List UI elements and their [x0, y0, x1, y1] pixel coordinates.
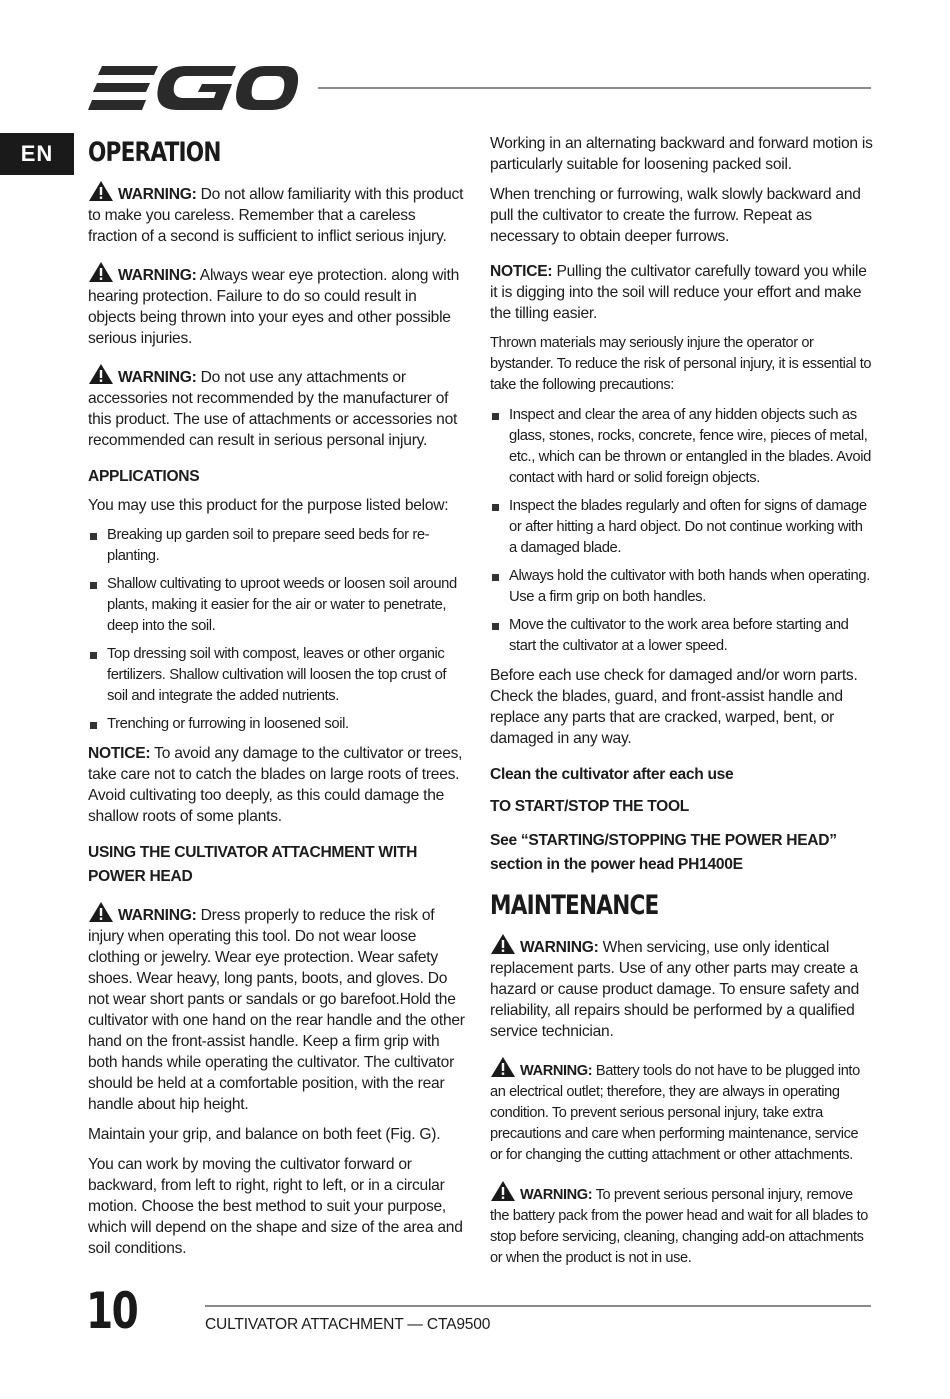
bullet-icon — [492, 623, 499, 630]
bullet-icon — [492, 574, 499, 581]
warning-triangle-icon — [490, 933, 516, 955]
maintenance-warning-1 — [490, 933, 874, 1042]
footer-rule — [205, 1305, 871, 1307]
warning-label: WARNING: — [118, 186, 197, 203]
warning-triangle-icon — [88, 901, 114, 923]
bullet-icon — [90, 533, 97, 540]
warning-text: Battery tools do not have to be plugged into an electrical outlet; therefore, they are always in operating condition. To prevent serious personal injury, take extra precautions and care when performing maintenance, service or for changing the cutting attachment or other attachments. — [490, 1063, 860, 1163]
trenching-text: When trenching or furrowing, walk slowly backward and pull the cultivator to create the furrow. Repeat as necessary to obtain deeper furrows. — [490, 186, 861, 245]
operation-title: OPERATION — [88, 137, 221, 168]
operation-notice — [88, 743, 468, 827]
warning-text: Do not allow familiarity with this product to make you careless. Remember that a careless fraction of a second is sufficient to inflict serious injury. — [88, 186, 464, 245]
start-stop-heading: TO START/STOP THE TOOL — [490, 798, 690, 815]
warning-label: WARNING: — [520, 939, 599, 956]
warning-label: WARNING: — [118, 907, 197, 924]
warning-triangle-icon — [490, 1056, 516, 1078]
operation-warning-3 — [88, 363, 468, 451]
applications-intro: You may use this product for the purpose listed below: — [88, 497, 449, 514]
list-item: Breaking up garden soil to prepare seed beds for re-planting. — [88, 525, 468, 567]
notice-label: NOTICE: — [490, 263, 553, 280]
notice-label: NOTICE: — [88, 745, 151, 762]
footer-doc-title: CULTIVATOR ATTACHMENT — CTA9500 — [205, 1316, 491, 1333]
alternating-text: Working in an alternating backward and forward motion is particularly suitable for loosening packed soil. — [490, 135, 873, 173]
warning-text: Do not use any attachments or accessories not recommended by the manufacturer of this product. The use of attachments or accessories not recommended can result in serious personal injury. — [88, 369, 458, 449]
right-column — [490, 133, 874, 1278]
warning-label: WARNING: — [118, 369, 197, 386]
language-tab: EN — [0, 133, 74, 175]
left-column — [88, 136, 468, 1268]
see-power-head-heading: See “STARTING/STOPPING THE POWER HEAD” section in the power head PH1400E — [490, 832, 837, 873]
warning-text: To prevent serious personal injury, remove the battery pack from the power head and wait for all blades to stop before servicing, cleaning, changing add-on attachments or when the product is not in use. — [490, 1187, 868, 1266]
warning-text: Always wear eye protection. along with hearing protection. Failure to do so could result in objects being thrown into your eyes and other possible serious injuries. — [88, 267, 459, 347]
warning-triangle-icon — [490, 1180, 516, 1202]
warning-label: WARNING: — [520, 1187, 593, 1203]
list-item: Inspect the blades regularly and often for signs of damage or after hitting a hard object. Do not continue working with a damaged blade. — [490, 496, 874, 559]
operation-warning-1 — [88, 180, 468, 247]
notice-text: To avoid any damage to the cultivator or trees, take care not to catch the blades on large roots of trees. Avoid cultivating too deeply, as this could damage the shallow roots of some plants. — [88, 745, 463, 825]
grip-text: Maintain your grip, and balance on both feet (Fig. G). — [88, 1126, 441, 1143]
warning-text: When servicing, use only identical replacement parts. Use of any other parts may create a hazard or cause product damage. To ensure safety and reliability, all repairs should be performed by a qualified service technician. — [490, 939, 860, 1040]
warning-label: WARNING: — [520, 1063, 593, 1079]
page-number: 10 — [86, 1282, 138, 1340]
clean-heading: Clean the cultivator after each use — [490, 766, 734, 783]
header-rule — [318, 87, 871, 89]
bullet-icon — [492, 504, 499, 511]
list-item: Trenching or furrowing in loosened soil. — [88, 714, 468, 735]
list-item: Shallow cultivating to uproot weeds or loosen soil around plants, making it easier for the air or water to penetrate, deep into the soil. — [88, 574, 468, 637]
maintenance-title: MAINTENANCE — [490, 890, 659, 921]
work-text: You can work by moving the cultivator forward or backward, from left to right, right to left, or in a circular motion. Choose the best method to suit your purpose, which will depend on the shape and size of the area and soil conditions. — [88, 1156, 463, 1257]
before-use-text: Before each use check for damaged and/or worn parts. Check the blades, guard, and front-assist handle and replace any parts that are cracked, warped, bent, or damaged in any way. — [490, 667, 858, 747]
pulling-notice — [490, 261, 874, 324]
maintenance-warning-3 — [490, 1180, 874, 1269]
warning-label: WARNING: — [118, 267, 197, 284]
notice-text: Pulling the cultivator carefully toward you while it is digging into the soil will reduce your effort and make the tilling easier. — [490, 263, 867, 322]
warning-triangle-icon — [88, 261, 114, 283]
warning-triangle-icon — [88, 363, 114, 385]
bullet-icon — [492, 413, 499, 420]
list-item: Move the cultivator to the work area before starting and start the cultivator at a lower speed. — [490, 615, 874, 657]
warning-triangle-icon — [88, 180, 114, 202]
list-item: Always hold the cultivator with both hands when operating. Use a firm grip on both handles. — [490, 566, 874, 608]
warning-text: Dress properly to reduce the risk of injury when operating this tool. Do not wear loose clothing or jewelry. Wear eye protection. Wear safety shoes. Wear heavy, long pants, boots, and gloves. Do not wear short pants or sandals or go barefoot.Hold the cultivator with one hand on the rear handle and the other hand on the front-assist handle. Keep a firm grip with both hands while operating the cultivator. The cultivator should be held at a comfortable position, with the rear handle about hip height. — [88, 907, 465, 1113]
using-warning — [88, 901, 468, 1115]
using-heading: USING THE CULTIVATOR ATTACHMENT WITH POWER HEAD — [88, 844, 418, 885]
list-item: Top dressing soil with compost, leaves or other organic fertilizers. Shallow cultivation will loosen the top crust of soil and integrate the added nutrients. — [88, 644, 468, 707]
thrown-materials-text: Thrown materials may seriously injure the operator or bystander. To reduce the risk of personal injury, it is essential to take the following precautions: — [490, 335, 872, 393]
maintenance-warning-2 — [490, 1056, 874, 1166]
bullet-icon — [90, 582, 97, 589]
list-item: Inspect and clear the area of any hidden objects such as glass, stones, rocks, concrete, fence wire, pieces of metal, etc., which can be thrown or entangled in the blades. Avoid contact with hard or solid foreign objects. — [490, 405, 874, 489]
applications-heading: APPLICATIONS — [88, 468, 200, 485]
bullet-icon — [90, 722, 97, 729]
bullet-icon — [90, 652, 97, 659]
ego-logo — [88, 64, 298, 112]
operation-warning-2 — [88, 261, 468, 349]
precautions-list — [490, 405, 874, 657]
applications-list — [88, 525, 468, 735]
